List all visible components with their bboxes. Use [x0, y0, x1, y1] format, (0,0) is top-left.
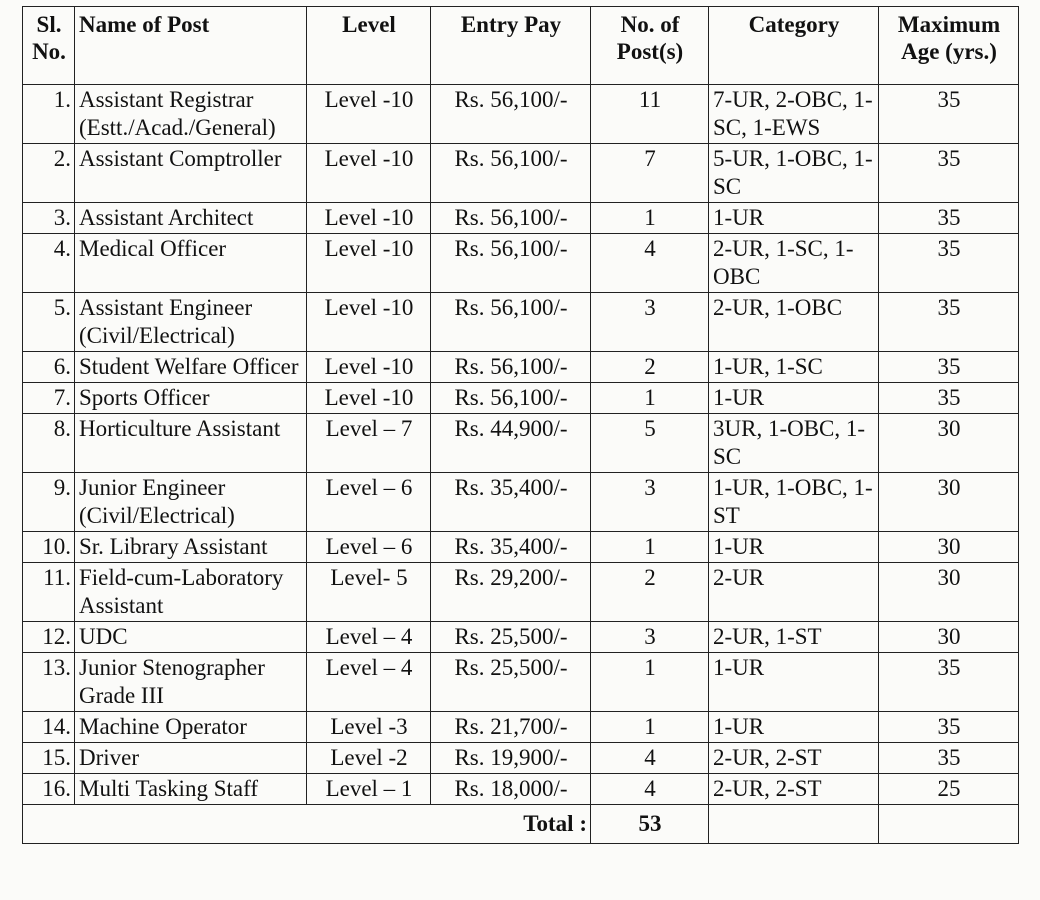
cell-level: Level – 4 — [307, 622, 431, 653]
cell-maximum-age: 35 — [879, 383, 1019, 414]
cell-no-of-posts: 4 — [591, 234, 709, 293]
cell-sl-no: 3. — [23, 203, 75, 234]
cell-category: 2-UR — [709, 563, 879, 622]
table-row — [23, 563, 1019, 622]
cell-category: 2-UR, 1-ST — [709, 622, 879, 653]
cell-post-name: Multi Tasking Staff — [75, 774, 307, 805]
total-empty-cell — [879, 805, 1019, 844]
cell-level: Level -10 — [307, 85, 431, 144]
cell-maximum-age: 35 — [879, 144, 1019, 203]
cell-no-of-posts: 1 — [591, 203, 709, 234]
cell-maximum-age: 35 — [879, 203, 1019, 234]
cell-maximum-age: 35 — [879, 293, 1019, 352]
cell-no-of-posts: 1 — [591, 532, 709, 563]
cell-maximum-age: 30 — [879, 622, 1019, 653]
total-label: Total : — [23, 805, 591, 844]
cell-entry-pay: Rs. 18,000/- — [431, 774, 591, 805]
table-body — [23, 85, 1019, 805]
cell-sl-no: 8. — [23, 414, 75, 473]
cell-no-of-posts: 4 — [591, 774, 709, 805]
cell-maximum-age: 30 — [879, 532, 1019, 563]
cell-post-name: Junior Stenographer Grade III — [75, 653, 307, 712]
cell-entry-pay: Rs. 56,100/- — [431, 383, 591, 414]
header-no-of-posts: No. of Post(s) — [591, 7, 709, 85]
cell-category: 3UR, 1-OBC, 1-SC — [709, 414, 879, 473]
cell-post-name: Junior Engineer (Civil/Electrical) — [75, 473, 307, 532]
cell-post-name: Medical Officer — [75, 234, 307, 293]
cell-no-of-posts: 3 — [591, 473, 709, 532]
total-empty-cell — [709, 805, 879, 844]
cell-entry-pay: Rs. 56,100/- — [431, 293, 591, 352]
cell-post-name: Driver — [75, 743, 307, 774]
cell-sl-no: 7. — [23, 383, 75, 414]
table-row — [23, 473, 1019, 532]
header-category: Category — [709, 7, 879, 85]
cell-entry-pay: Rs. 56,100/- — [431, 85, 591, 144]
cell-sl-no: 9. — [23, 473, 75, 532]
cell-level: Level -2 — [307, 743, 431, 774]
table-row — [23, 622, 1019, 653]
cell-level: Level -10 — [307, 144, 431, 203]
cell-entry-pay: Rs. 56,100/- — [431, 203, 591, 234]
cell-category: 1-UR — [709, 532, 879, 563]
cell-sl-no: 12. — [23, 622, 75, 653]
table-row — [23, 414, 1019, 473]
cell-category: 2-UR, 2-ST — [709, 743, 879, 774]
cell-level: Level – 4 — [307, 653, 431, 712]
table-row — [23, 234, 1019, 293]
cell-category: 7-UR, 2-OBC, 1-SC, 1-EWS — [709, 85, 879, 144]
cell-level: Level -10 — [307, 234, 431, 293]
cell-entry-pay: Rs. 25,500/- — [431, 622, 591, 653]
cell-sl-no: 6. — [23, 352, 75, 383]
cell-maximum-age: 25 — [879, 774, 1019, 805]
cell-post-name: Horticulture Assistant — [75, 414, 307, 473]
table-row — [23, 712, 1019, 743]
cell-entry-pay: Rs. 56,100/- — [431, 234, 591, 293]
total-value: 53 — [591, 805, 709, 844]
cell-no-of-posts: 11 — [591, 85, 709, 144]
cell-no-of-posts: 5 — [591, 414, 709, 473]
cell-maximum-age: 35 — [879, 712, 1019, 743]
cell-sl-no: 13. — [23, 653, 75, 712]
cell-category: 1-UR, 1-SC — [709, 352, 879, 383]
cell-category: 2-UR, 1-OBC — [709, 293, 879, 352]
cell-level: Level – 6 — [307, 473, 431, 532]
table-row — [23, 352, 1019, 383]
cell-no-of-posts: 4 — [591, 743, 709, 774]
cell-entry-pay: Rs. 21,700/- — [431, 712, 591, 743]
header-entry-pay: Entry Pay — [431, 7, 591, 85]
cell-sl-no: 1. — [23, 85, 75, 144]
cell-no-of-posts: 1 — [591, 383, 709, 414]
cell-entry-pay: Rs. 19,900/- — [431, 743, 591, 774]
cell-no-of-posts: 7 — [591, 144, 709, 203]
cell-sl-no: 11. — [23, 563, 75, 622]
cell-post-name: Field-cum-Laboratory Assistant — [75, 563, 307, 622]
table-row — [23, 653, 1019, 712]
cell-no-of-posts: 2 — [591, 352, 709, 383]
table-row — [23, 743, 1019, 774]
cell-maximum-age: 30 — [879, 563, 1019, 622]
cell-category: 1-UR — [709, 383, 879, 414]
cell-maximum-age: 35 — [879, 743, 1019, 774]
header-sl-no: Sl. No. — [23, 7, 75, 85]
header-row — [23, 7, 1019, 85]
table-row — [23, 293, 1019, 352]
header-level: Level — [307, 7, 431, 85]
cell-sl-no: 10. — [23, 532, 75, 563]
cell-post-name: Sr. Library Assistant — [75, 532, 307, 563]
posts-table — [22, 6, 1019, 844]
cell-category: 2-UR, 2-ST — [709, 774, 879, 805]
cell-level: Level- 5 — [307, 563, 431, 622]
cell-post-name: Student Welfare Officer — [75, 352, 307, 383]
cell-no-of-posts: 2 — [591, 563, 709, 622]
cell-post-name: UDC — [75, 622, 307, 653]
cell-entry-pay: Rs. 44,900/- — [431, 414, 591, 473]
cell-category: 1-UR — [709, 203, 879, 234]
cell-sl-no: 16. — [23, 774, 75, 805]
table-row — [23, 383, 1019, 414]
cell-level: Level -3 — [307, 712, 431, 743]
cell-level: Level – 7 — [307, 414, 431, 473]
total-row — [23, 805, 1019, 844]
cell-maximum-age: 35 — [879, 234, 1019, 293]
cell-sl-no: 14. — [23, 712, 75, 743]
cell-post-name: Assistant Architect — [75, 203, 307, 234]
cell-category: 2-UR, 1-SC, 1-OBC — [709, 234, 879, 293]
cell-level: Level – 1 — [307, 774, 431, 805]
cell-maximum-age: 35 — [879, 352, 1019, 383]
cell-level: Level -10 — [307, 203, 431, 234]
cell-category: 5-UR, 1-OBC, 1-SC — [709, 144, 879, 203]
cell-no-of-posts: 3 — [591, 293, 709, 352]
table-row — [23, 774, 1019, 805]
cell-entry-pay: Rs. 56,100/- — [431, 144, 591, 203]
table-row — [23, 532, 1019, 563]
cell-post-name: Assistant Comptroller — [75, 144, 307, 203]
cell-maximum-age: 30 — [879, 414, 1019, 473]
cell-entry-pay: Rs. 25,500/- — [431, 653, 591, 712]
table-row — [23, 144, 1019, 203]
cell-maximum-age: 30 — [879, 473, 1019, 532]
cell-sl-no: 2. — [23, 144, 75, 203]
cell-post-name: Sports Officer — [75, 383, 307, 414]
cell-post-name: Assistant Registrar (Estt./Acad./General) — [75, 85, 307, 144]
cell-maximum-age: 35 — [879, 85, 1019, 144]
cell-no-of-posts: 3 — [591, 622, 709, 653]
cell-post-name: Assistant Engineer (Civil/Electrical) — [75, 293, 307, 352]
cell-entry-pay: Rs. 29,200/- — [431, 563, 591, 622]
cell-maximum-age: 35 — [879, 653, 1019, 712]
header-name-of-post: Name of Post — [75, 7, 307, 85]
cell-category: 1-UR, 1-OBC, 1-ST — [709, 473, 879, 532]
cell-level: Level – 6 — [307, 532, 431, 563]
cell-sl-no: 5. — [23, 293, 75, 352]
header-maximum-age: Maximum Age (yrs.) — [879, 7, 1019, 85]
cell-no-of-posts: 1 — [591, 712, 709, 743]
cell-sl-no: 4. — [23, 234, 75, 293]
cell-level: Level -10 — [307, 352, 431, 383]
cell-no-of-posts: 1 — [591, 653, 709, 712]
cell-category: 1-UR — [709, 712, 879, 743]
cell-entry-pay: Rs. 35,400/- — [431, 532, 591, 563]
cell-sl-no: 15. — [23, 743, 75, 774]
table-row — [23, 85, 1019, 144]
cell-level: Level -10 — [307, 293, 431, 352]
cell-entry-pay: Rs. 35,400/- — [431, 473, 591, 532]
cell-post-name: Machine Operator — [75, 712, 307, 743]
table-row — [23, 203, 1019, 234]
cell-category: 1-UR — [709, 653, 879, 712]
cell-level: Level -10 — [307, 383, 431, 414]
cell-entry-pay: Rs. 56,100/- — [431, 352, 591, 383]
